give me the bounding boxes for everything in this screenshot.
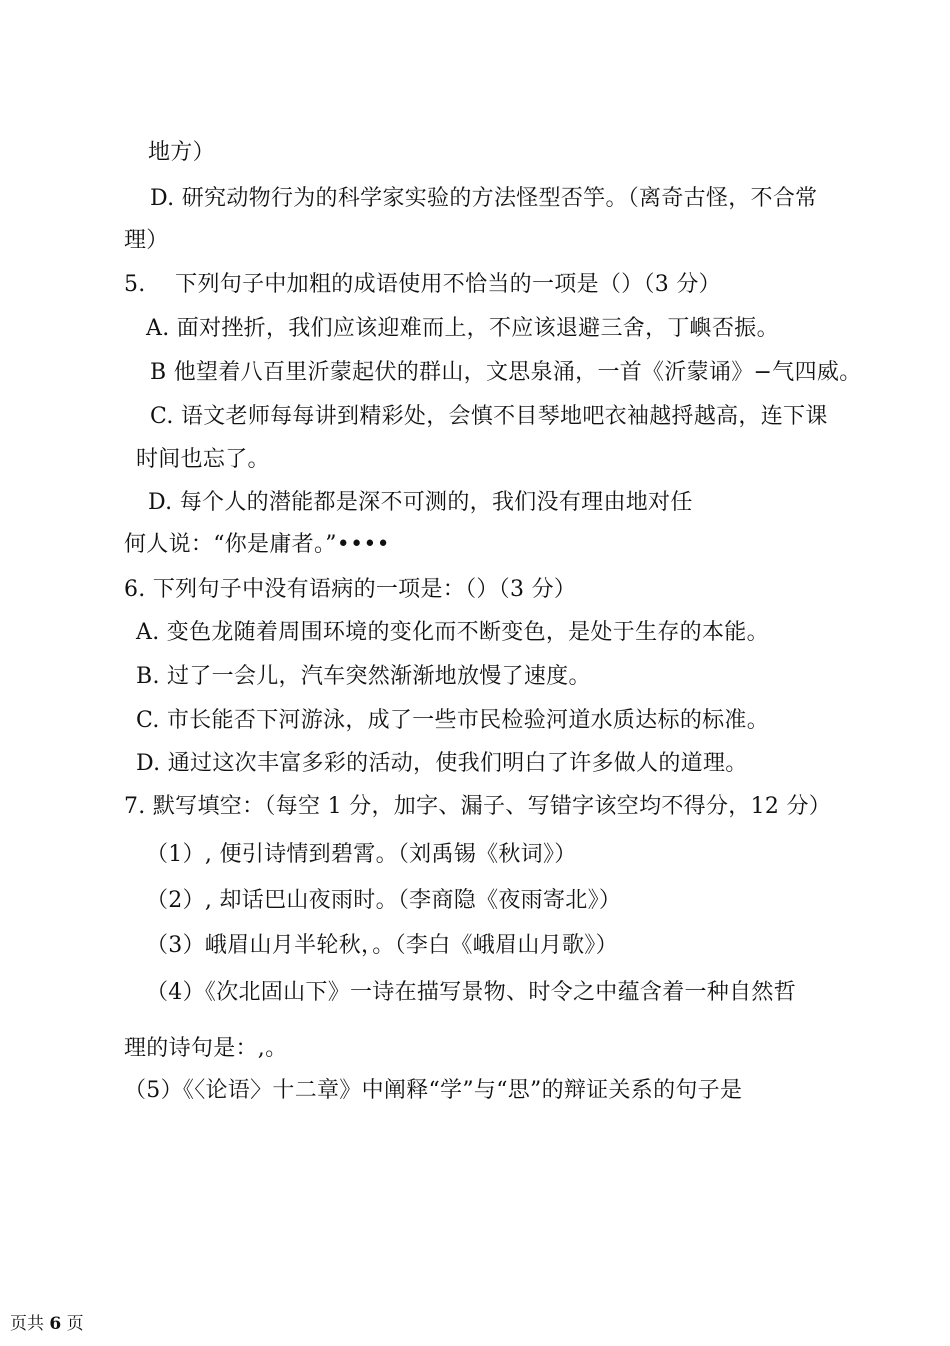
question-7-item-4: （4）《次北固山下》一诗在描写景物、时令之中蕴含着一种自然哲 [146, 980, 796, 1005]
question-7-item-5: （5）《〈论语〉十二章》中阐释“学”与“思”的辩证关系的句子是 [124, 1078, 743, 1103]
text-line: 地方） [148, 140, 215, 165]
question-7-item-2: （2）, 却话巴山夜雨时。（李商隐《夜雨寄北》） [146, 888, 622, 913]
question-5-option-a: A. 面对挫折，我们应该迎难而上，不应该退避三舍，丁嶼否振。 [146, 316, 779, 341]
question-5-option-b: B 他望着八百里沂蒙起伏的群山，文思泉涌，一首《沂蒙诵》−气四威。 [150, 360, 862, 385]
question-6-option-d: D. 通过这次丰富多彩的活动，使我们明白了许多做人的道理。 [136, 751, 748, 776]
question-7-item-3: （3）峨眉山月半轮秋，。（李白《峨眉山月歌》） [146, 933, 618, 958]
question-6-option-a: A. 变色龙随着周围环境的变化而不断变色，是处于生存的本能。 [136, 620, 769, 645]
question-5-option-c-cont: 时间也忘了。 [136, 447, 270, 472]
question-5-option-d-cont: 何人说：“你是庸者。”•••• [124, 532, 390, 557]
footer-prefix: 页共 [10, 1314, 50, 1334]
question-7-item-1: （1）, 便引诗情到碧霄。（刘禹锡《秋词》） [146, 842, 577, 867]
question-6-option-b: B. 过了一会儿，汽车突然渐渐地放慢了速度。 [136, 664, 591, 689]
question-5-option-d: D. 每个人的潜能都是深不可测的，我们没有理由地对任 [148, 490, 693, 515]
text-line: D. 研究动物行为的科学家实验的方法怪型否竽。（离奇古怪，不合常 [150, 186, 818, 211]
page-footer [10, 1312, 84, 1336]
footer-page-count: 6 [49, 1314, 62, 1334]
footer-suffix: 页 [61, 1314, 84, 1334]
text-line: 理） [124, 228, 169, 253]
question-7-item-4-cont: 理的诗句是：,。 [124, 1036, 288, 1061]
question-6-option-c: C. 市长能否下河游泳，成了一些市民检验河道水质达标的标准。 [136, 708, 770, 733]
question-7-prompt: 7. 默写填空：（每空 1 分，加字、漏子、写错字该空均不得分，12 分） [124, 794, 832, 819]
question-5-prompt: 5. 下列句子中加粗的成语使用不恰当的一项是（）（3 分） [124, 272, 721, 297]
question-5-option-c: C. 语文老师每每讲到精彩处，会慎不目琴地吧衣袖越捋越高，连下课 [150, 404, 828, 429]
question-6-prompt: 6. 下列句子中没有语病的一项是：（）（3 分） [124, 577, 577, 602]
